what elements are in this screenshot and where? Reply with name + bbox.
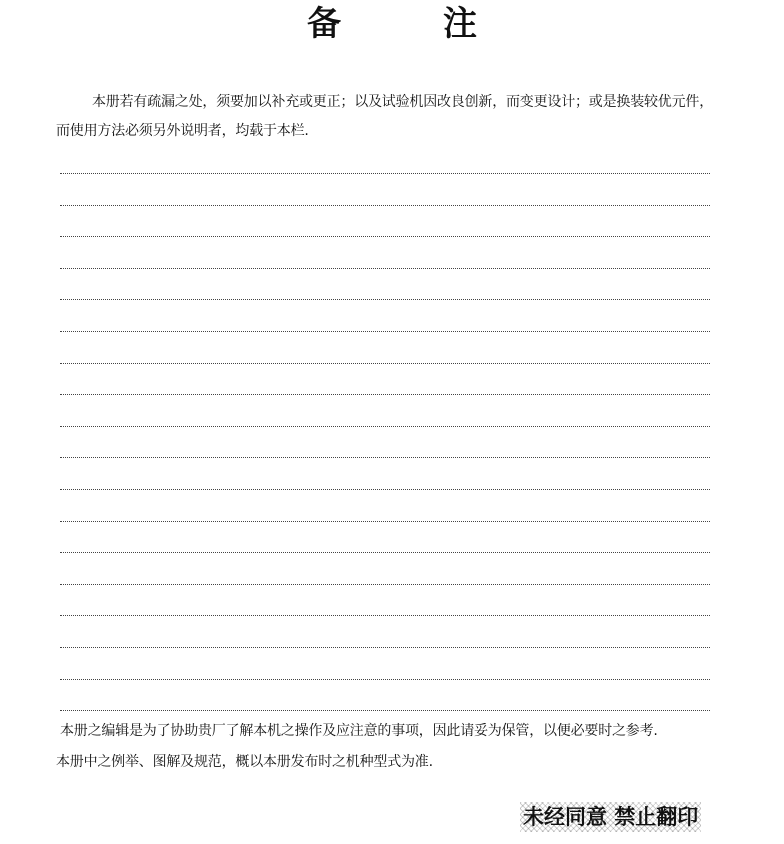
ruled-line xyxy=(60,299,710,300)
footer-note-1: 本册之编辑是为了协助贵厂了解本机之操作及应注意的事项，因此请妥为保管，以便必要时之参考. xyxy=(60,723,658,739)
footer-note-2: 本册中之例举、图解及规范，概以本册发布时之机种型式为准. xyxy=(56,754,433,770)
ruled-line xyxy=(60,615,710,616)
ruled-line xyxy=(60,268,710,269)
intro-paragraph: 本册若有疏漏之处，须要加以补充或更正；以及试验机因改良创新，而变更设计；或是换装较优元件，而使用方法必须另外说明者，均载于本栏. xyxy=(56,94,713,139)
ruled-line xyxy=(60,521,710,522)
ruled-line xyxy=(60,426,710,427)
notes-ruled-lines xyxy=(60,173,710,742)
ruled-line xyxy=(60,679,710,680)
ruled-line xyxy=(60,394,710,395)
ruled-line xyxy=(60,647,710,648)
no-reproduction-stamp: 未经同意 禁止翻印 xyxy=(520,802,701,832)
ruled-line xyxy=(60,584,710,585)
ruled-line xyxy=(60,552,710,553)
ruled-line xyxy=(60,457,710,458)
ruled-line xyxy=(60,205,710,206)
ruled-line xyxy=(60,710,710,711)
ruled-line xyxy=(60,331,710,332)
ruled-line xyxy=(60,173,710,174)
page-title: 备 注 xyxy=(307,4,511,44)
ruled-line xyxy=(60,363,710,364)
ruled-line xyxy=(60,236,710,237)
ruled-line xyxy=(60,489,710,490)
